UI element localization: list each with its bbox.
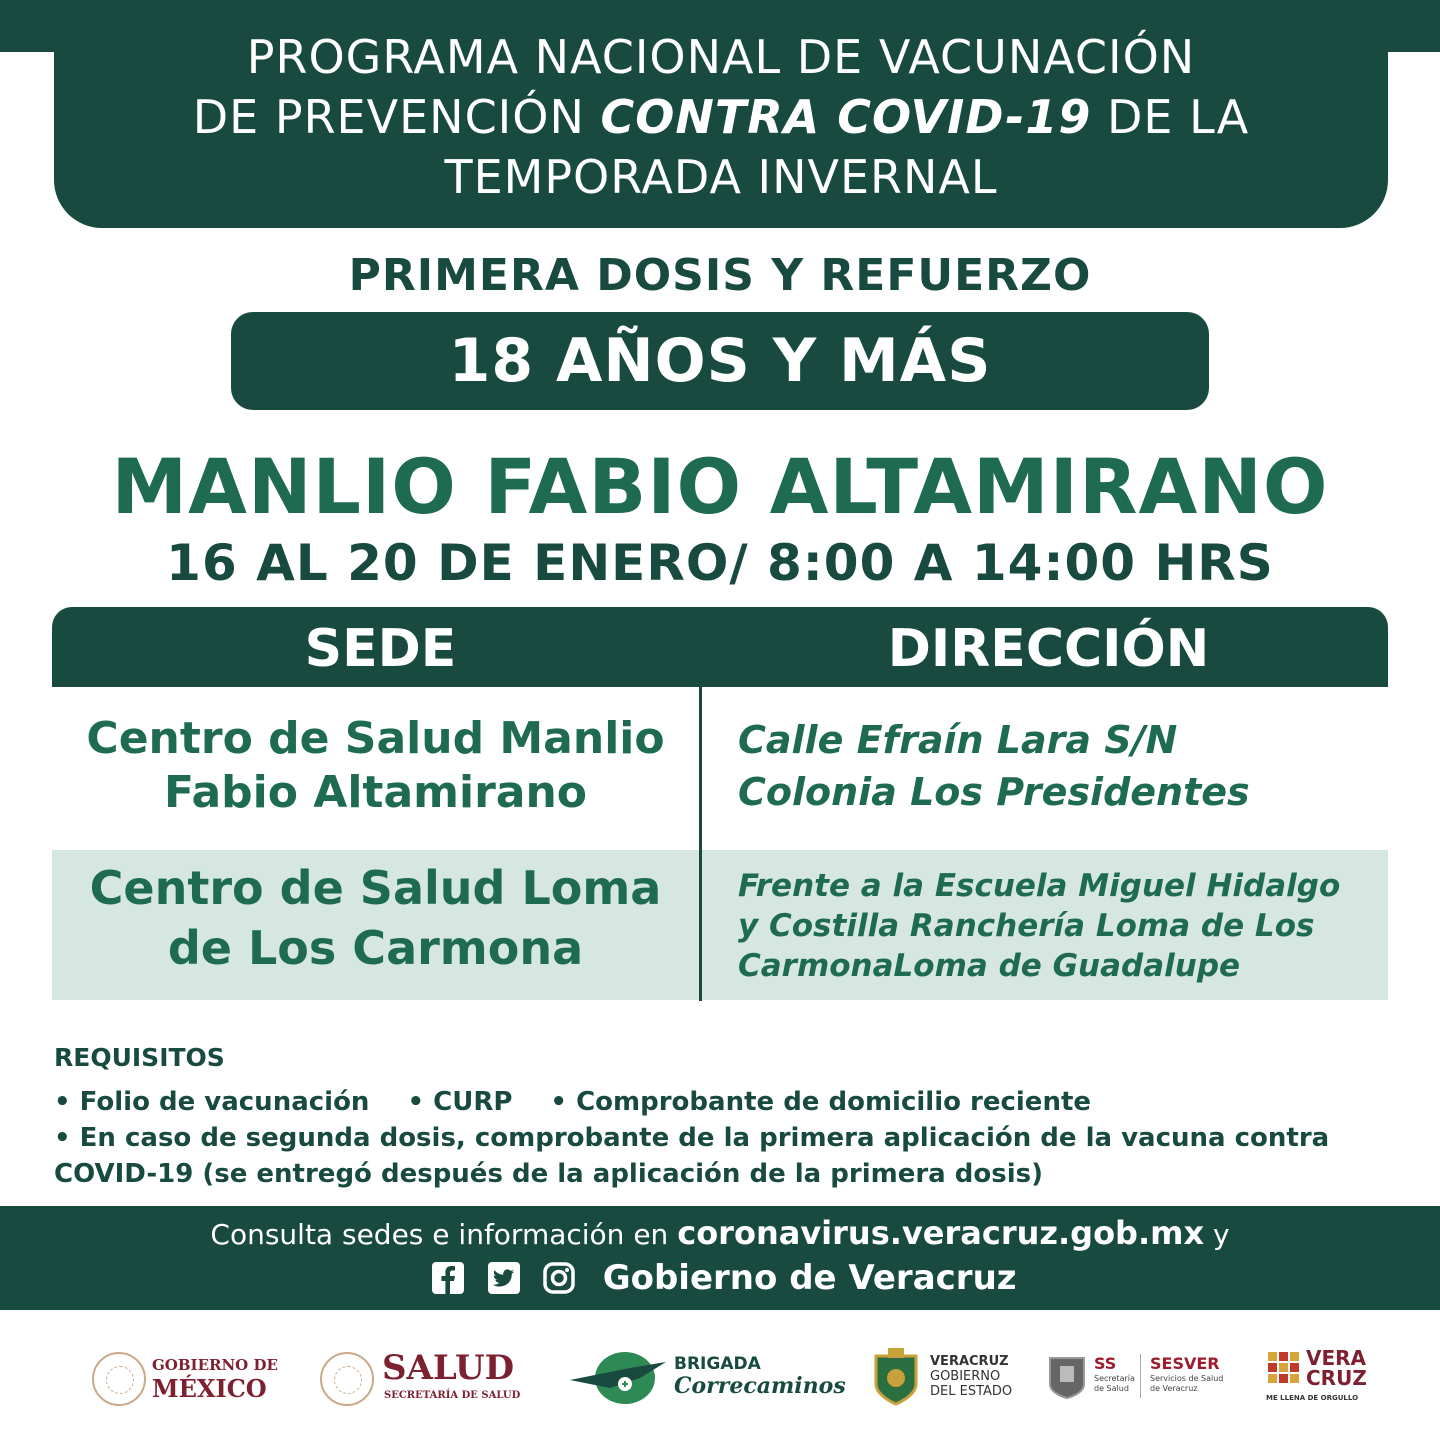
- header-line-1: PROGRAMA NACIONAL DE VACUNACIÓN: [246, 30, 1196, 84]
- veracruz-pattern-icon: [1266, 1350, 1300, 1384]
- requirements-section: [54, 1043, 1394, 1192]
- table-row-2-direccion: Frente a la Escuela Miguel Hidalgo y Costilla Ranchería Loma de Los CarmonaLoma de Guadalupe: [738, 868, 1341, 984]
- requirement-folio: • Folio de vacunación: [54, 1087, 370, 1117]
- logo-salud: SALUD SECRETARÍA DE SALUD: [320, 1340, 535, 1420]
- twitter-icon[interactable]: [487, 1261, 521, 1295]
- age-badge: 18 AÑOS Y MÁS: [231, 312, 1209, 410]
- table-row-1-direccion: Calle Efraín Lara S/N Colonia Los Presidentes: [738, 718, 1250, 814]
- header-line-2: DE PREVENCIÓN CONTRA COVID-19 DE LA: [192, 90, 1250, 144]
- logo-veracruz-me-llena-de-orgullo: VERA CRUZ ME LLENA DE ORGULLO: [1266, 1346, 1367, 1402]
- header-title-box: [54, 0, 1388, 228]
- mexico-seal-icon: [92, 1352, 146, 1406]
- logo-ss-sesver: SS Secretaría de Salud SESVER Servicios de Salud de Veracruz: [1048, 1340, 1233, 1420]
- date-time-range: 16 AL 20 DE ENERO/ 8:00 A 14:00 HRS: [166, 534, 1274, 592]
- instagram-icon[interactable]: [542, 1261, 576, 1295]
- salud-seal-icon: [320, 1352, 374, 1406]
- requirements-line-2: • En caso de segunda dosis, comprobante de la primera aplicación de la vacuna contra: [54, 1123, 1330, 1153]
- requirements-title: REQUISITOS: [54, 1043, 225, 1072]
- logo-gobierno-de-mexico: GOBIERNO DE MÉXICO: [92, 1340, 282, 1420]
- roadrunner-icon: [570, 1348, 670, 1408]
- veracruz-shield-icon: [872, 1346, 920, 1406]
- column-divider: [699, 687, 702, 1001]
- footer-banner: [0, 1206, 1440, 1310]
- footer-social-row: [0, 1258, 1440, 1304]
- table-row-2-sede: Centro de Salud Loma de Los Carmona: [89, 861, 662, 975]
- requirements-line-1: [54, 1084, 1394, 1120]
- gobierno-veracruz-handle[interactable]: Gobierno de Veracruz: [602, 1258, 1017, 1298]
- municipality-title: MANLIO FABIO ALTAMIRANO: [111, 442, 1329, 531]
- footer-consulta-text: Consulta sedes e información en coronavirus.veracruz.gob.mx y: [210, 1214, 1230, 1252]
- logo-veracruz-gobierno-del-estado: VERACRUZ GOBIERNO DEL ESTADO: [872, 1340, 1022, 1420]
- logo-divider: [1140, 1354, 1141, 1398]
- website-link[interactable]: coronavirus.veracruz.gob.mx: [677, 1214, 1205, 1252]
- requirement-curp: • CURP: [407, 1087, 513, 1117]
- requirements-line-3: COVID-19 (se entregó después de la aplicación de la primera dosis): [54, 1159, 1043, 1189]
- col-header-sede: SEDE: [304, 619, 457, 679]
- requirement-comprobante-domicilio: • Comprobante de domicilio reciente: [550, 1087, 1092, 1117]
- facebook-icon[interactable]: [431, 1261, 465, 1295]
- logo-brigada-correcaminos: BRIGADA Correcaminos: [570, 1340, 840, 1420]
- col-header-direccion: DIRECCIÓN: [887, 619, 1210, 679]
- table-row-1-sede: Centro de Salud Manlio Fabio Altamirano: [86, 713, 665, 818]
- table-header: [52, 607, 1388, 687]
- header-line-3: TEMPORADA INVERNAL: [444, 150, 998, 204]
- dose-subtitle: PRIMERA DOSIS Y REFUERZO: [348, 250, 1092, 301]
- ss-shield-icon: [1048, 1354, 1086, 1400]
